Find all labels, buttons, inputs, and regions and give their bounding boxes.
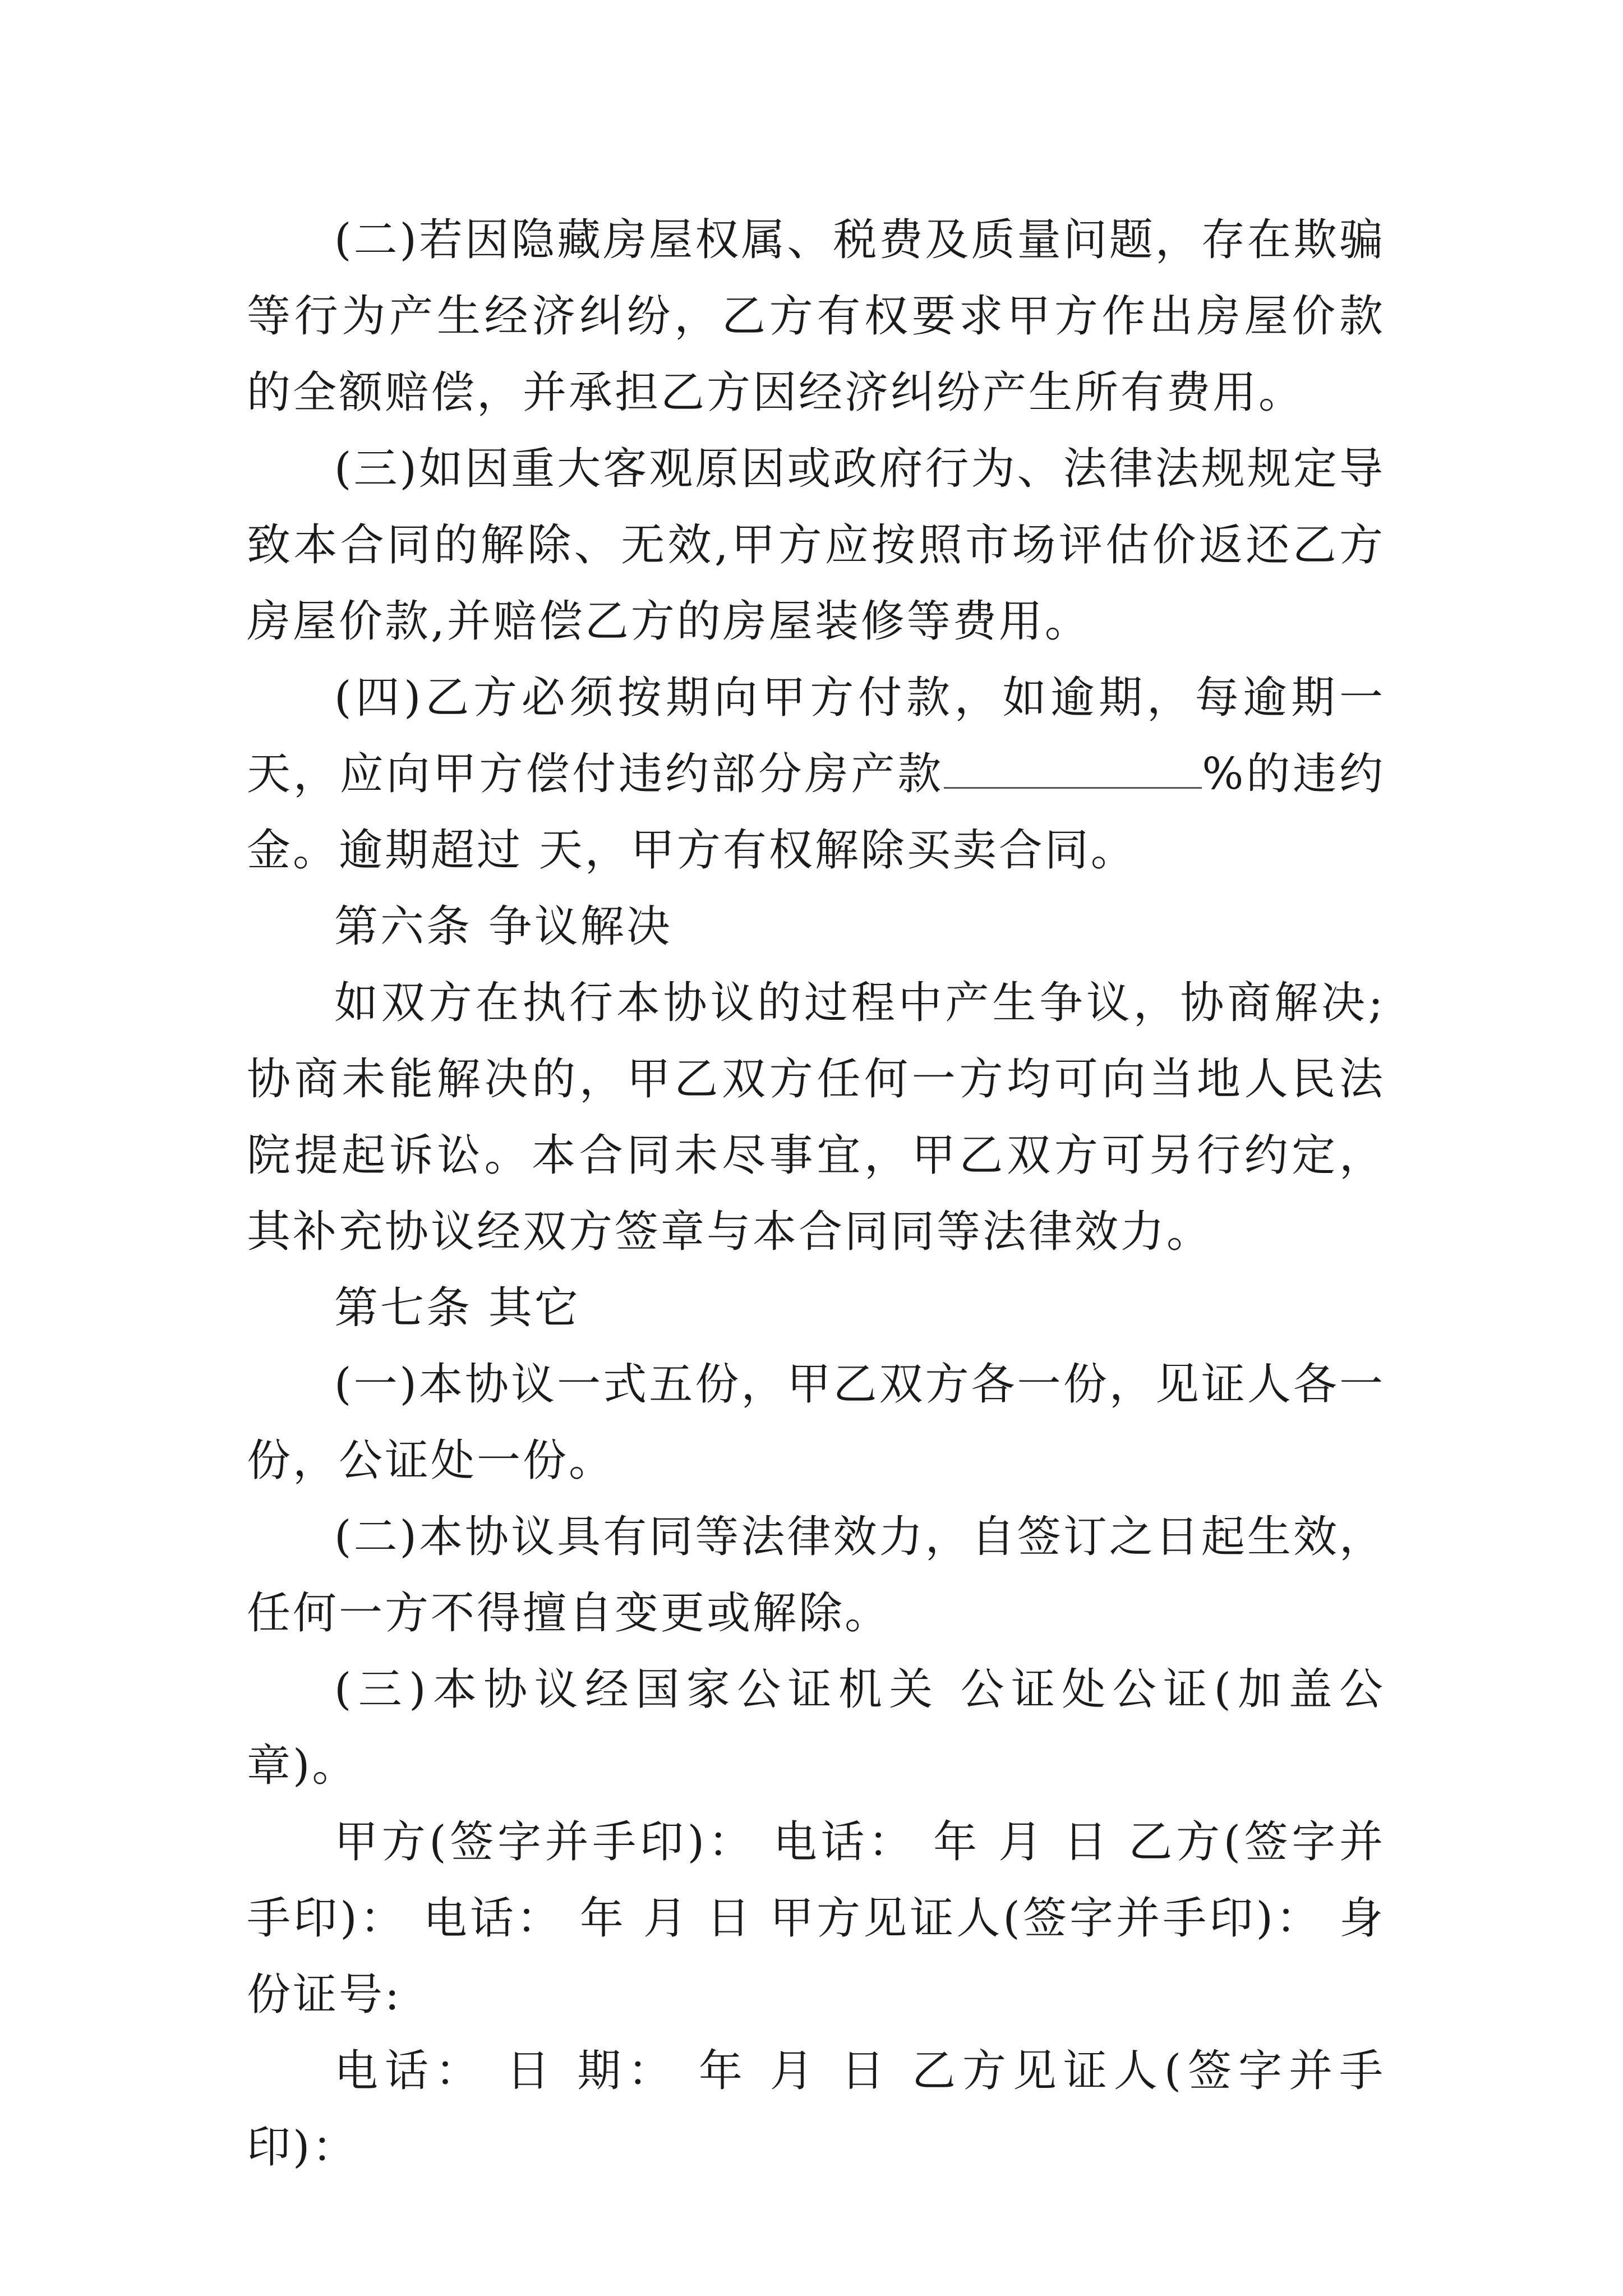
witness-block: 电话： 日 期： 年 月 日 乙方见证人(签字并手印)：: [247, 2046, 1385, 2173]
other-clause-1: (一)本协议一式五份，甲乙双方各一份，见证人各一份，公证处一份。: [247, 1359, 1385, 1486]
penalty-rate-blank: [944, 753, 1202, 789]
signature-block: 甲方(签字并手印)： 电话： 年 月 日 乙方(签字并手印)： 电话： 年 月 日 甲方见证人(签字并手印)： 身份证号:: [247, 1817, 1385, 2020]
article-6-heading: 第六条 争议解决: [334, 901, 672, 952]
dispute-paragraph: 如双方在执行本协议的过程中产生争议，协商解决;协商未能解决的，甲乙双方任何一方均可向当地人民法院提起诉讼。本合同未尽事宜，甲乙双方可另行约定，其补充协议经双方签章与本合同同等法律效力。: [247, 978, 1385, 1257]
other-clause-2: (二)本协议具有同等法律效力，自签订之日起生效，任何一方不得擅自变更或解除。: [247, 1512, 1385, 1639]
article-7-heading: 第七条 其它: [334, 1283, 580, 1333]
clause-4-text-after: %的违约金。逾期超过 天，甲方有权解除买卖合同。: [247, 749, 1385, 876]
clause-4-text-before: (四)乙方必须按期向甲方付款，如逾期，每逾期一天，应向甲方偿付违约部分房产款: [247, 673, 1385, 799]
other-clause-3: (三)本协议经国家公证机关 公证处公证(加盖公章)。: [247, 1664, 1385, 1791]
contract-body: [247, 202, 1385, 2185]
clause-2-paragraph: (二)若因隐藏房屋权属、税费及质量问题，存在欺骗等行为产生经济纠纷，乙方有权要求甲方作出房屋价款的全额赔偿，并承担乙方因经济纠纷产生所有费用。: [247, 215, 1385, 418]
clause-3-paragraph: (三)如因重大客观原因或政府行为、法律法规规定导致本合同的解除、无效,甲方应按照市场评估价返还乙方房屋价款,并赔偿乙方的房屋装修等费用。: [247, 444, 1385, 647]
clause-4-paragraph: [247, 660, 1385, 889]
